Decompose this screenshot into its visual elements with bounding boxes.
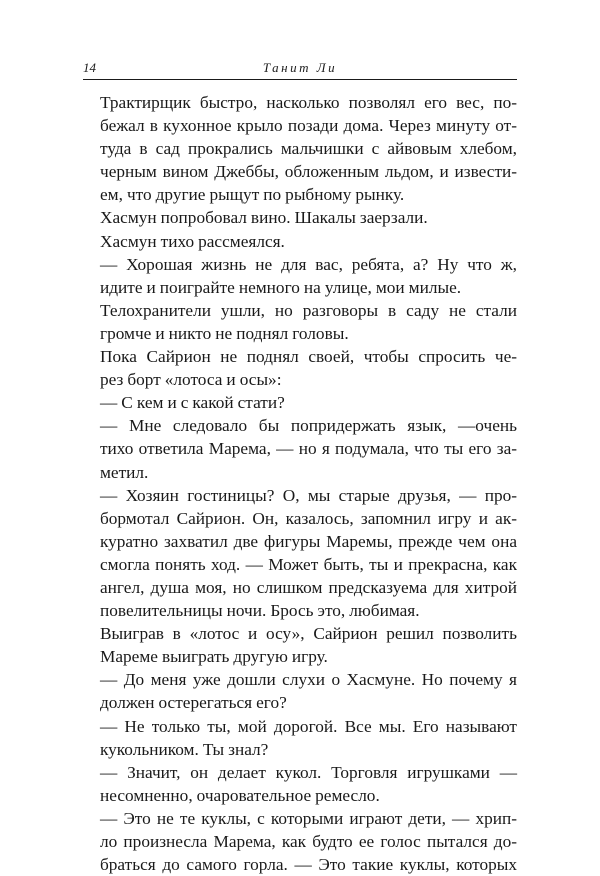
paragraph xyxy=(83,299,517,345)
text-line: смогла понять ход. — Может быть, ты и прекрасна, как xyxy=(100,554,517,574)
paragraph xyxy=(83,484,517,623)
text-line: Трактирщик быстро, насколько позволял его вес, по- xyxy=(100,93,517,112)
text-line: Хасмун попробовал вино. Шакалы заерзали. xyxy=(100,208,428,228)
text-line: туда в сад прокрались мальчишки с айвовым хлебом, xyxy=(100,139,517,159)
text-line: Телохранители ушли, но разговоры в саду не стали xyxy=(100,300,517,320)
paragraph xyxy=(83,345,517,391)
text-line: ло произнесла Марема, как будто ее голос пытался до- xyxy=(100,832,517,851)
page-number: 14 xyxy=(83,60,96,75)
text-line: — Мне следовало бы попридержать язык, —очень xyxy=(100,416,517,436)
text-line: Пока Сайрион не поднял своей, чтобы спросить че- xyxy=(100,347,517,367)
text-line: — До меня уже дошли слухи о Хасмуне. Но почему я xyxy=(100,670,517,690)
text-line: браться до самого горла. — Это такие куклы, которых xyxy=(100,855,517,875)
text-line: — Не только ты, мой дорогой. Все мы. Его называют xyxy=(100,716,517,736)
text-line: тихо ответила Марема, — но я подумала, что ты его за- xyxy=(100,439,517,459)
text-line: — С кем и с какой стати? xyxy=(100,393,285,413)
body-text xyxy=(83,91,517,876)
text-line: должен остерегаться его? xyxy=(100,693,287,713)
paragraph xyxy=(83,668,517,714)
paragraph xyxy=(83,91,517,206)
running-head xyxy=(83,57,517,80)
text-line: Хасмун тихо рассмеялся. xyxy=(100,231,285,251)
text-line: черным вином Джеббы, обложенным льдом, и извести- xyxy=(100,162,517,182)
text-line: — Хорошая жизнь не для вас, ребята, а? Ну что ж, xyxy=(100,254,517,274)
paragraph xyxy=(83,253,517,299)
text-line: несомненно, очаровательное ремесло. xyxy=(100,785,380,805)
text-line: ангел, душа моя, но слишком предсказуема для хитрой xyxy=(100,577,517,597)
text-line: идите и поиграйте немного на улице, мои милые. xyxy=(100,277,462,297)
text-line: Мареме выиграть другую игру. xyxy=(100,647,328,667)
paragraph xyxy=(83,206,517,229)
text-line: куратно захватил две фигуры Маремы, прежде чем она xyxy=(100,531,517,551)
text-line: повелительницы ночи. Брось это, любимая. xyxy=(100,601,420,621)
text-line: — Значит, он делает кукол. Торговля игрушками — xyxy=(100,762,517,782)
paragraph xyxy=(83,230,517,253)
text-line: метил. xyxy=(100,462,149,482)
text-line: бежал в кухонное крыло позади дома. Через минуту от- xyxy=(100,116,517,136)
text-line: бормотал Сайрион. Он, казалось, запомнил игру и ак- xyxy=(100,508,517,528)
text-line: рез борт «лотоса и осы»: xyxy=(100,370,282,390)
text-line: — Хозяин гостиницы? О, мы старые друзья, — про- xyxy=(100,485,517,505)
text-line: громче и никто не поднял головы. xyxy=(100,323,349,343)
paragraph xyxy=(83,807,517,876)
paragraph xyxy=(83,715,517,761)
text-line: ем, что другие рыщут по рыбному рынку. xyxy=(100,185,405,205)
text-line: Выиграв в «лотос и осу», Сайрион решил позволить xyxy=(100,624,517,644)
text-line: кукольником. Ты знал? xyxy=(100,739,269,759)
paragraph xyxy=(83,622,517,668)
running-head-author: Танит Ли xyxy=(262,60,338,75)
paragraph xyxy=(83,761,517,807)
text-line: — Это не те куклы, с которыми играют дети, — хрип- xyxy=(100,808,517,828)
paragraph xyxy=(83,391,517,414)
paragraph xyxy=(83,414,517,483)
